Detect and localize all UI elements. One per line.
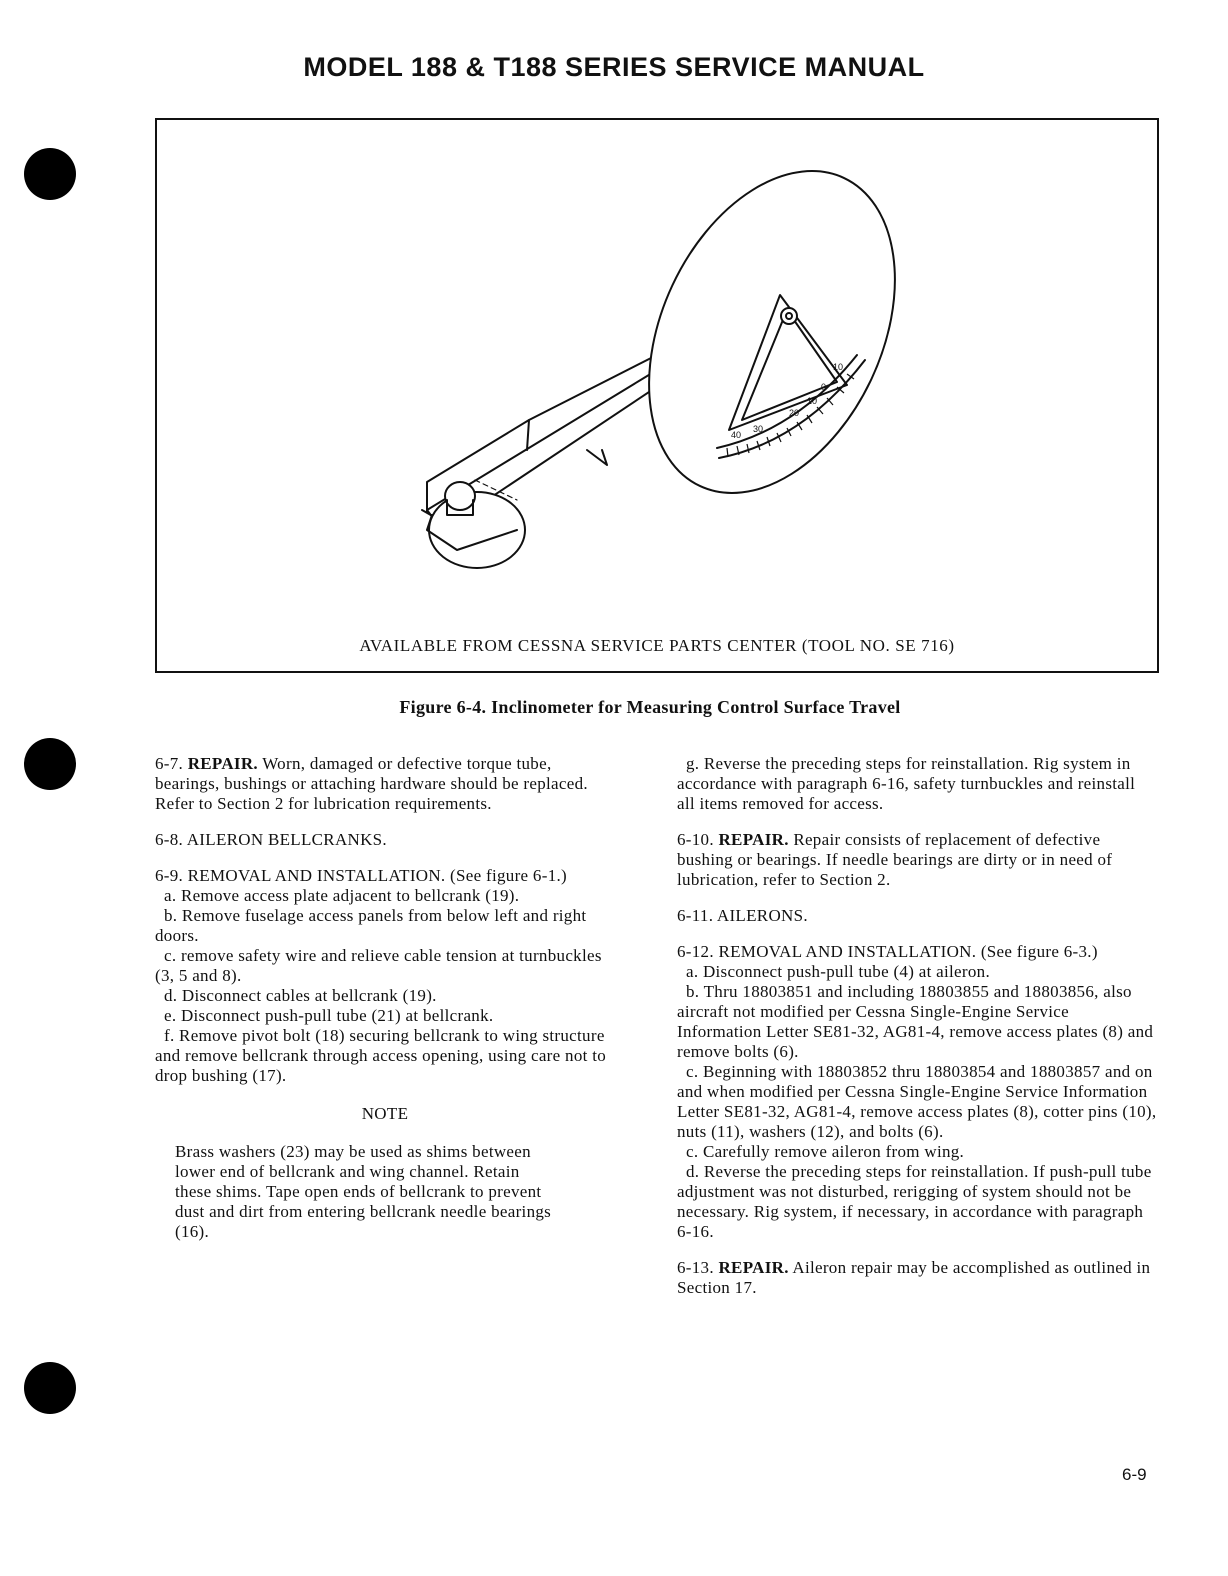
- step-f: f. Remove pivot bolt (18) securing bellcrank to wing structure and remove bellcrank through access opening, using care not to drop bushing (17).: [155, 1026, 607, 1085]
- paragraph-6-10: [677, 830, 1157, 890]
- paragraph-text: Repair consists of replacement of defective bushing or bearings. If needle bearings are dirty or in need of lubrication, refer to Section 2.: [677, 830, 1113, 889]
- note-body: Brass washers (23) may be used as shims between lower end of bellcrank and wing channel. Retain these shims. Tape open ends of bellcrank to prevent dust and dirt from entering bellcrank needle bearings (16).: [175, 1142, 552, 1241]
- paragraph-6-8: 6-8. AILERON BELLCRANKS.: [155, 830, 387, 849]
- figure-caption: Figure 6-4. Inclinometer for Measuring Control Surface Travel: [399, 697, 901, 717]
- page-title: MODEL 188 & T188 SERIES SERVICE MANUAL: [303, 52, 925, 82]
- inclinometer-illustration: [157, 120, 1157, 671]
- paragraph-number: 6-10.: [677, 830, 714, 849]
- step-d: d. Disconnect cables at bellcrank (19).: [164, 986, 437, 1005]
- step-e: e. Disconnect push-pull tube (21) at bellcrank.: [164, 1006, 494, 1025]
- binder-hole-top: [24, 148, 76, 200]
- paragraph-text: Worn, damaged or defective torque tube, bearings, bushings or attaching hardware should be replaced. Refer to Section 2 for lubrication requirements.: [155, 754, 588, 813]
- step-c-remove-aileron: c. Carefully remove aileron from wing.: [686, 1142, 965, 1161]
- step-c: c. remove safety wire and relieve cable tension at turnbuckles (3, 5 and 8).: [155, 946, 602, 985]
- step-g: g. Reverse the preceding steps for reinstallation. Rig system in accordance with paragraph 6-16, safety turnbuckles and reinstall all items removed for access.: [677, 754, 1136, 813]
- scale-label: 10: [833, 362, 844, 372]
- paragraph-6-11: 6-11. AILERONS.: [677, 906, 808, 925]
- page-number: 6-9: [1122, 1465, 1147, 1484]
- paragraph-6-12: 6-12. REMOVAL AND INSTALLATION. (See figure 6-3.): [677, 942, 1098, 961]
- step-a: a. Disconnect push-pull tube (4) at aileron.: [686, 962, 991, 981]
- paragraph-heading: REPAIR.: [718, 830, 789, 849]
- step-a: a. Remove access plate adjacent to bellcrank (19).: [164, 886, 520, 905]
- step-d: d. Reverse the preceding steps for reinstallation. If push-pull tube adjustment was not disturbed, rerigging of system should not be necessary. Rig system, if necessary, in accordance with paragraph 6-16.: [677, 1162, 1152, 1241]
- step-c: c. Beginning with 18803852 thru 18803854 and 18803857 and on and when modified per Cessna Single-Engine Service Information Letter SE81-32, AG81-4, remove access plates (8), cotter pins (10), nuts (11), washers (12), and bolts (6).: [677, 1062, 1157, 1141]
- binder-hole-middle: [24, 738, 76, 790]
- binder-hole-bottom: [24, 1362, 76, 1414]
- paragraph-heading: REPAIR.: [718, 1258, 789, 1277]
- paragraph-number: 6-13.: [677, 1258, 714, 1277]
- paragraph-6-7: [155, 754, 615, 814]
- scale-label: 0: [821, 382, 827, 392]
- left-column: [155, 754, 615, 1242]
- figure-6-4-frame: [155, 118, 1159, 673]
- paragraph-6-13: [677, 1258, 1157, 1298]
- scale-label: 20: [789, 408, 800, 418]
- step-b: b. Thru 18803851 and including 18803855 and 18803856, also aircraft not modified per Cessna Single-Engine Service Information Letter SE81-32, AG81-4, remove access plates (8) and remove bolts (6).: [677, 982, 1154, 1061]
- paragraph-6-9: 6-9. REMOVAL AND INSTALLATION. (See figure 6-1.): [155, 866, 568, 885]
- paragraph-heading: REPAIR.: [187, 754, 258, 773]
- note-heading: NOTE: [361, 1104, 409, 1123]
- paragraph-number: 6-7.: [155, 754, 184, 773]
- scale-label: 10: [807, 396, 818, 406]
- scale-label: 30: [753, 424, 764, 434]
- right-column: [677, 754, 1157, 1314]
- paragraph-text: Aileron repair may be accomplished as outlined in Section 17.: [677, 1258, 1151, 1297]
- figure-availability-note: AVAILABLE FROM CESSNA SERVICE PARTS CENTER (TOOL NO. SE 716): [359, 636, 955, 655]
- step-b: b. Remove fuselage access panels from below left and right doors.: [155, 906, 587, 945]
- scale-label: 40: [731, 430, 742, 440]
